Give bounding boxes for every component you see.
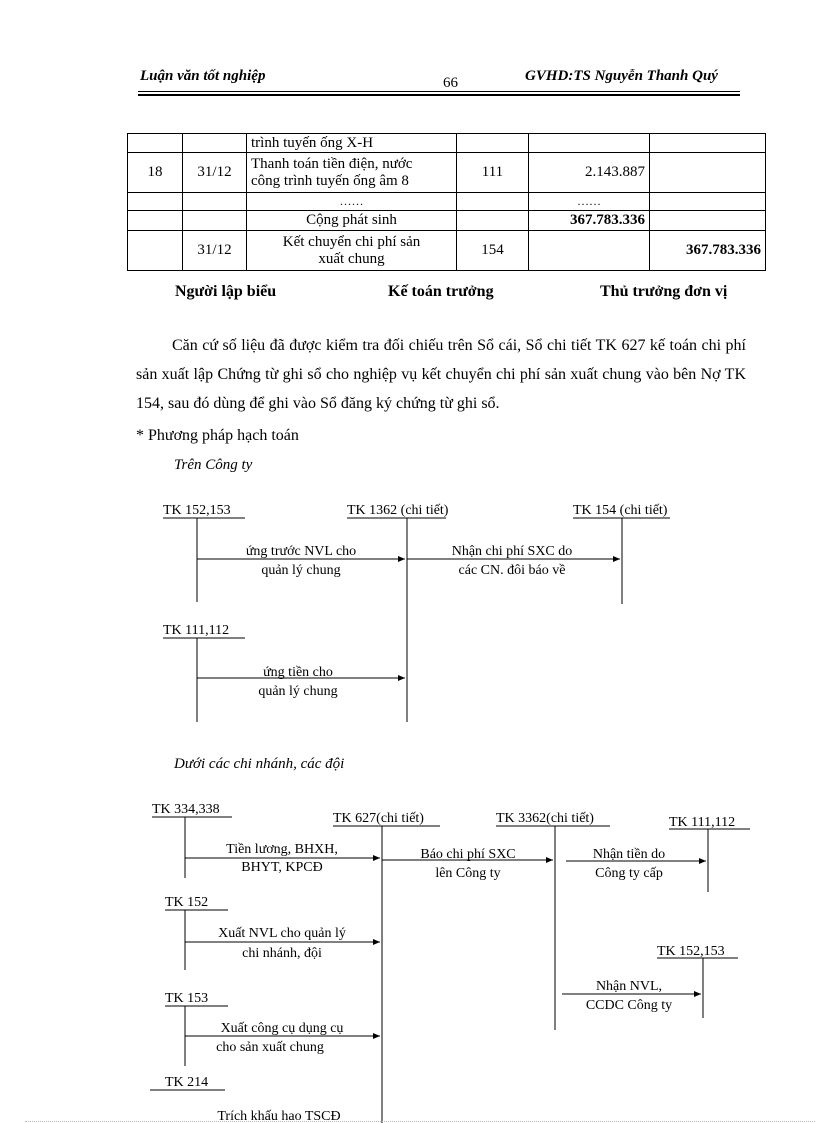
cell-acc: 154 bbox=[457, 231, 529, 271]
desc-line: Kết chuyển chi phí sản bbox=[282, 233, 421, 250]
cell-desc: Cộng phát sinh bbox=[247, 211, 457, 231]
label-tk214: TK 214 bbox=[165, 1075, 209, 1090]
label-tk153: TK 153 bbox=[165, 991, 209, 1006]
page-number: 66 bbox=[443, 75, 458, 91]
arrow1-line2: quản lý chung bbox=[261, 563, 341, 578]
arrow3-line2: quản lý chung bbox=[258, 684, 338, 699]
s2-arrow3-line1: Nhận tiền do bbox=[592, 847, 666, 862]
arrow2-line2: các CN. đôi báo về bbox=[458, 563, 566, 578]
method-heading: * Phương pháp hạch toán bbox=[136, 427, 299, 444]
section1-title: Trên Công ty bbox=[174, 457, 253, 473]
s2-arrow2-line1: Báo chi phí SXC bbox=[420, 847, 516, 862]
label-tk152-153-b: TK 152,153 bbox=[657, 944, 725, 959]
body-paragraph: Căn cứ số liệu đã được kiểm tra đối chiếu trên Sổ cái, Sổ chi tiết TK 627 kế toán chi phí sản xuất lập Chứng từ ghi sổ cho nghiệp vụ kết chuyển chi phí sản xuất chung vào bên Nợ TK 154, sau đó dùng để ghi vào Sổ đăng ký chứng từ ghi sổ. bbox=[136, 337, 746, 412]
cell-no: 18 bbox=[128, 153, 183, 193]
section2-title: Dưới các chi nhánh, các đội bbox=[174, 756, 345, 772]
s2-arrow7-line1: Trích khấu hao TSCĐ bbox=[217, 1109, 341, 1123]
signature-preparer: Người lập biểu bbox=[175, 283, 277, 300]
s2-arrow6-line1: Xuất công cụ dụng cụ bbox=[220, 1021, 344, 1036]
cell-desc: trình tuyến ống X-H bbox=[247, 134, 457, 153]
label-tk1362: TK 1362 (chi tiết) bbox=[347, 503, 449, 518]
desc-line: Thanh toán tiền điện, nước bbox=[251, 155, 413, 172]
label-tk111-112: TK 111,112 bbox=[163, 623, 230, 638]
page-bottom-rule bbox=[25, 1121, 815, 1122]
s2-arrow5-line1: Nhận NVL, bbox=[595, 979, 663, 994]
s2-arrow4-line1: Xuất NVL cho quản lý bbox=[218, 926, 346, 941]
cell-debit: …… bbox=[529, 193, 650, 211]
s2-arrow5-line2: CCDC Công ty bbox=[585, 998, 673, 1013]
desc-line: công trình tuyến ống âm 8 bbox=[251, 172, 409, 189]
s2-arrow2-line2: lên Công ty bbox=[435, 866, 501, 881]
label-tk111-112-b: TK 111,112 bbox=[669, 815, 736, 830]
cell-date: 31/12 bbox=[183, 153, 247, 193]
cell-debit: 367.783.336 bbox=[529, 211, 650, 231]
cell-debit: 2.143.887 bbox=[529, 153, 650, 193]
header-right: GVHD:TS Nguyễn Thanh Quý bbox=[525, 68, 718, 84]
cell-desc: …… bbox=[247, 193, 457, 211]
cell-date: 31/12 bbox=[183, 231, 247, 271]
arrow3-line1: ứng tiền cho bbox=[263, 665, 333, 680]
s2-arrow6-line2: cho sản xuất chung bbox=[216, 1040, 324, 1055]
desc-line: xuất chung bbox=[318, 250, 385, 267]
header-left: Luận văn tốt nghiệp bbox=[140, 68, 266, 84]
arrow2-line1: Nhận chi phí SXC do bbox=[451, 544, 573, 559]
s2-arrow4-line2: chi nhánh, đội bbox=[242, 946, 322, 961]
label-tk152: TK 152 bbox=[165, 895, 209, 910]
label-tk152-153: TK 152,153 bbox=[163, 503, 231, 518]
signature-chief-accountant: Kế toán trưởng bbox=[388, 283, 494, 300]
s2-arrow1-line2: BHYT, KPCĐ bbox=[241, 860, 323, 875]
cell-acc: 111 bbox=[457, 153, 529, 193]
label-tk627: TK 627(chi tiết) bbox=[333, 811, 424, 826]
label-tk3362: TK 3362(chi tiết) bbox=[496, 811, 594, 826]
label-tk154: TK 154 (chi tiết) bbox=[573, 503, 668, 518]
label-tk334-338: TK 334,338 bbox=[152, 802, 220, 817]
signature-head: Thủ trưởng đơn vị bbox=[600, 283, 728, 300]
s2-arrow1-line1: Tiền lương, BHXH, bbox=[226, 842, 338, 857]
s2-arrow3-line2: Công ty cấp bbox=[595, 866, 663, 881]
cell-credit: 367.783.336 bbox=[650, 231, 766, 271]
arrow1-line1: ứng trước NVL cho bbox=[245, 544, 357, 559]
